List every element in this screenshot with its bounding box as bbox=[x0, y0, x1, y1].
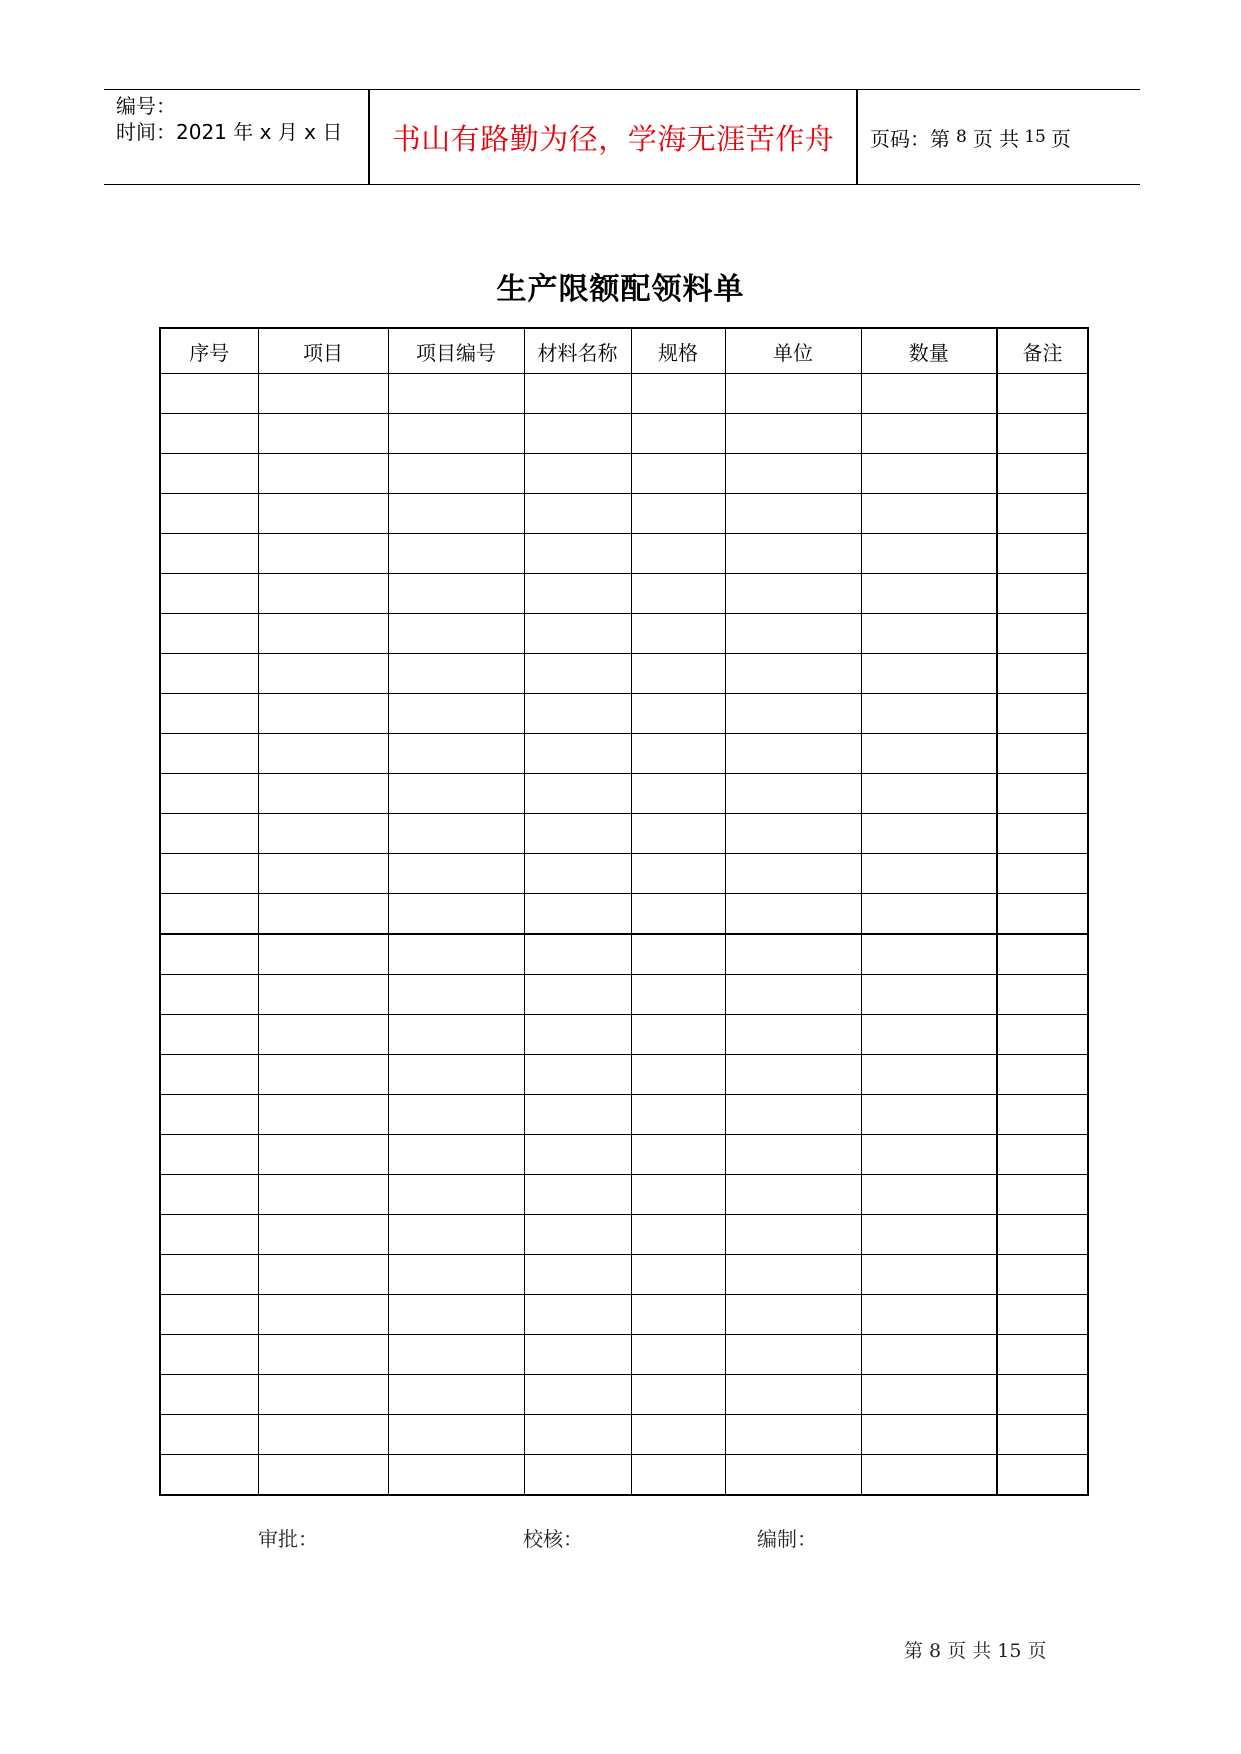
table-cell[interactable] bbox=[160, 374, 258, 414]
column-header: 规格 bbox=[631, 328, 725, 374]
table-row bbox=[160, 414, 1088, 454]
table-row bbox=[160, 814, 1088, 854]
table-cell[interactable] bbox=[258, 814, 388, 854]
table-cell[interactable] bbox=[258, 1095, 388, 1135]
column-header: 单位 bbox=[725, 328, 861, 374]
table-cell[interactable] bbox=[997, 1455, 1088, 1496]
table-cell[interactable] bbox=[631, 1055, 725, 1095]
header-divider bbox=[856, 90, 858, 184]
table-cell[interactable] bbox=[997, 1135, 1088, 1175]
table-cell[interactable] bbox=[631, 1215, 725, 1255]
table-cell[interactable] bbox=[524, 1215, 631, 1255]
table-cell[interactable] bbox=[258, 494, 388, 534]
table-cell[interactable] bbox=[160, 534, 258, 574]
table-cell[interactable] bbox=[258, 975, 388, 1015]
table-cell[interactable] bbox=[258, 614, 388, 654]
table-cell[interactable] bbox=[997, 654, 1088, 694]
table-cell[interactable] bbox=[861, 1295, 997, 1335]
table-cell[interactable] bbox=[524, 574, 631, 614]
table-cell[interactable] bbox=[725, 1455, 861, 1496]
table-cell[interactable] bbox=[997, 734, 1088, 774]
table-cell[interactable] bbox=[997, 454, 1088, 494]
table-cell[interactable] bbox=[160, 894, 258, 935]
table-cell[interactable] bbox=[524, 774, 631, 814]
table-cell[interactable] bbox=[631, 534, 725, 574]
column-header: 项目 bbox=[258, 328, 388, 374]
table-cell[interactable] bbox=[725, 734, 861, 774]
table-cell[interactable] bbox=[997, 1375, 1088, 1415]
table-cell[interactable] bbox=[631, 1175, 725, 1215]
page-total: 15 bbox=[1024, 127, 1046, 147]
table-cell[interactable] bbox=[997, 1295, 1088, 1335]
table-cell[interactable] bbox=[388, 694, 524, 734]
table-cell[interactable] bbox=[524, 975, 631, 1015]
table-cell[interactable] bbox=[524, 414, 631, 454]
table-cell[interactable] bbox=[388, 1255, 524, 1295]
table-row bbox=[160, 534, 1088, 574]
table-cell[interactable] bbox=[524, 1335, 631, 1375]
table-cell[interactable] bbox=[861, 1375, 997, 1415]
table-cell[interactable] bbox=[631, 1255, 725, 1295]
header-motto: 书山有路勤为径，学海无涯苦作舟 bbox=[391, 121, 835, 156]
table-cell[interactable] bbox=[524, 1055, 631, 1095]
table-cell[interactable] bbox=[631, 454, 725, 494]
table-cell[interactable] bbox=[524, 1095, 631, 1135]
table-cell[interactable] bbox=[524, 1015, 631, 1055]
table-cell[interactable] bbox=[861, 374, 997, 414]
table-cell[interactable] bbox=[160, 1415, 258, 1455]
table-cell[interactable] bbox=[997, 1095, 1088, 1135]
table-cell[interactable] bbox=[861, 934, 997, 975]
table-cell[interactable] bbox=[997, 494, 1088, 534]
table-cell[interactable] bbox=[388, 1455, 524, 1496]
table-cell[interactable] bbox=[997, 1335, 1088, 1375]
table-cell[interactable] bbox=[524, 1295, 631, 1335]
page-header bbox=[104, 89, 1140, 185]
table-row bbox=[160, 454, 1088, 494]
table-cell[interactable] bbox=[160, 1375, 258, 1415]
table-cell[interactable] bbox=[524, 1375, 631, 1415]
table-cell[interactable] bbox=[725, 1335, 861, 1375]
table-cell[interactable] bbox=[997, 1215, 1088, 1255]
table-cell[interactable] bbox=[725, 1095, 861, 1135]
table-cell[interactable] bbox=[160, 1295, 258, 1335]
table-cell[interactable] bbox=[861, 574, 997, 614]
table-cell[interactable] bbox=[160, 814, 258, 854]
table-cell[interactable] bbox=[861, 1015, 997, 1055]
table-cell[interactable] bbox=[997, 774, 1088, 814]
table-cell[interactable] bbox=[160, 614, 258, 654]
table-cell[interactable] bbox=[725, 1415, 861, 1455]
table-cell[interactable] bbox=[388, 1375, 524, 1415]
table-cell[interactable] bbox=[861, 814, 997, 854]
table-cell[interactable] bbox=[524, 1455, 631, 1496]
table-cell[interactable] bbox=[258, 734, 388, 774]
table-cell[interactable] bbox=[258, 1295, 388, 1335]
table-cell[interactable] bbox=[388, 374, 524, 414]
table-cell[interactable] bbox=[258, 654, 388, 694]
table-cell[interactable] bbox=[258, 454, 388, 494]
table-cell[interactable] bbox=[524, 734, 631, 774]
table-cell[interactable] bbox=[258, 1255, 388, 1295]
column-header: 序号 bbox=[160, 328, 258, 374]
table-cell[interactable] bbox=[524, 694, 631, 734]
table-row bbox=[160, 1255, 1088, 1295]
table-cell[interactable] bbox=[725, 774, 861, 814]
table-cell[interactable] bbox=[160, 934, 258, 975]
number-label: 编号： bbox=[116, 94, 176, 118]
table-cell[interactable] bbox=[524, 894, 631, 935]
table-cell[interactable] bbox=[861, 494, 997, 534]
requisition-table bbox=[159, 327, 1089, 1496]
table-cell[interactable] bbox=[631, 1375, 725, 1415]
table-cell[interactable] bbox=[861, 1055, 997, 1095]
table-body bbox=[160, 374, 1088, 1496]
table-cell[interactable] bbox=[524, 534, 631, 574]
table-cell[interactable] bbox=[861, 1135, 997, 1175]
header-page-indicator bbox=[870, 90, 1071, 184]
table-cell[interactable] bbox=[997, 1415, 1088, 1455]
table-cell[interactable] bbox=[631, 1335, 725, 1375]
check-label: 校核： bbox=[523, 1527, 583, 1551]
table-row bbox=[160, 854, 1088, 894]
table-cell[interactable] bbox=[160, 1335, 258, 1375]
header-meta bbox=[104, 90, 368, 184]
page-middle: 页 共 bbox=[972, 126, 1020, 151]
table-row bbox=[160, 1095, 1088, 1135]
table-cell[interactable] bbox=[725, 1375, 861, 1415]
table-cell[interactable] bbox=[524, 854, 631, 894]
table-cell[interactable] bbox=[160, 734, 258, 774]
page-footer: 第 8 页 共 15 页 bbox=[904, 1640, 1047, 1662]
table-cell[interactable] bbox=[725, 1175, 861, 1215]
table-row bbox=[160, 1135, 1088, 1175]
table-row bbox=[160, 374, 1088, 414]
table-cell[interactable] bbox=[160, 1215, 258, 1255]
table-cell[interactable] bbox=[861, 854, 997, 894]
table-cell[interactable] bbox=[388, 894, 524, 935]
table-cell[interactable] bbox=[997, 694, 1088, 734]
table-cell[interactable] bbox=[258, 894, 388, 935]
table-cell[interactable] bbox=[997, 894, 1088, 935]
table-cell[interactable] bbox=[631, 614, 725, 654]
table-cell[interactable] bbox=[160, 694, 258, 734]
table-cell[interactable] bbox=[997, 934, 1088, 975]
table-cell[interactable] bbox=[524, 1255, 631, 1295]
table-row bbox=[160, 494, 1088, 534]
table-cell[interactable] bbox=[258, 854, 388, 894]
table-cell[interactable] bbox=[524, 494, 631, 534]
table-cell[interactable] bbox=[997, 534, 1088, 574]
column-header: 备注 bbox=[997, 328, 1088, 374]
table-cell[interactable] bbox=[631, 414, 725, 454]
table-row bbox=[160, 1375, 1088, 1415]
table-cell[interactable] bbox=[388, 934, 524, 975]
table-cell[interactable] bbox=[388, 1135, 524, 1175]
table-cell[interactable] bbox=[160, 1255, 258, 1295]
table-cell[interactable] bbox=[388, 734, 524, 774]
table-cell[interactable] bbox=[388, 1415, 524, 1455]
table-cell[interactable] bbox=[861, 734, 997, 774]
table-cell[interactable] bbox=[258, 1015, 388, 1055]
column-header: 项目编号 bbox=[388, 328, 524, 374]
table-cell[interactable] bbox=[861, 654, 997, 694]
table-cell[interactable] bbox=[861, 774, 997, 814]
table-row bbox=[160, 1055, 1088, 1095]
table-cell[interactable] bbox=[861, 1095, 997, 1135]
table-row bbox=[160, 654, 1088, 694]
table-cell[interactable] bbox=[524, 814, 631, 854]
table-cell[interactable] bbox=[861, 454, 997, 494]
table-cell[interactable] bbox=[631, 774, 725, 814]
table-cell[interactable] bbox=[725, 1295, 861, 1335]
table-cell[interactable] bbox=[631, 694, 725, 734]
table-cell[interactable] bbox=[258, 1335, 388, 1375]
table-cell[interactable] bbox=[725, 574, 861, 614]
table-row bbox=[160, 975, 1088, 1015]
table-cell[interactable] bbox=[631, 654, 725, 694]
table-row bbox=[160, 734, 1088, 774]
table-cell[interactable] bbox=[258, 694, 388, 734]
table-cell[interactable] bbox=[524, 454, 631, 494]
table-cell[interactable] bbox=[861, 1175, 997, 1215]
table-header-row bbox=[160, 328, 1088, 374]
table-cell[interactable] bbox=[388, 414, 524, 454]
table-cell[interactable] bbox=[160, 1015, 258, 1055]
table-cell[interactable] bbox=[388, 574, 524, 614]
page-suffix: 页 bbox=[1050, 126, 1071, 151]
table-cell[interactable] bbox=[725, 854, 861, 894]
table-cell[interactable] bbox=[725, 534, 861, 574]
table-cell[interactable] bbox=[861, 1255, 997, 1295]
table-cell[interactable] bbox=[631, 934, 725, 975]
table-cell[interactable] bbox=[861, 614, 997, 654]
table-cell[interactable] bbox=[524, 614, 631, 654]
table-cell[interactable] bbox=[388, 1335, 524, 1375]
table-cell[interactable] bbox=[997, 975, 1088, 1015]
requisition-table-wrapper bbox=[159, 327, 1089, 1496]
table-cell[interactable] bbox=[524, 934, 631, 975]
table-row bbox=[160, 934, 1088, 975]
table-cell[interactable] bbox=[725, 1255, 861, 1295]
table-cell[interactable] bbox=[388, 534, 524, 574]
column-header: 材料名称 bbox=[524, 328, 631, 374]
table-cell[interactable] bbox=[388, 1055, 524, 1095]
table-row bbox=[160, 1215, 1088, 1255]
table-cell[interactable] bbox=[160, 454, 258, 494]
table-cell[interactable] bbox=[524, 1135, 631, 1175]
column-header: 数量 bbox=[861, 328, 997, 374]
table-cell[interactable] bbox=[160, 975, 258, 1015]
table-row bbox=[160, 694, 1088, 734]
table-cell[interactable] bbox=[631, 854, 725, 894]
table-cell[interactable] bbox=[160, 1135, 258, 1175]
table-cell[interactable] bbox=[725, 894, 861, 935]
table-row bbox=[160, 574, 1088, 614]
prepare-label: 编制： bbox=[757, 1527, 817, 1551]
table-cell[interactable] bbox=[631, 494, 725, 534]
table-cell[interactable] bbox=[725, 654, 861, 694]
table-cell[interactable] bbox=[997, 854, 1088, 894]
table-cell[interactable] bbox=[861, 534, 997, 574]
table-row bbox=[160, 1175, 1088, 1215]
table-cell[interactable] bbox=[631, 574, 725, 614]
table-cell[interactable] bbox=[258, 1055, 388, 1095]
table-cell[interactable] bbox=[160, 414, 258, 454]
table-cell[interactable] bbox=[160, 1455, 258, 1496]
table-cell[interactable] bbox=[160, 774, 258, 814]
table-cell[interactable] bbox=[997, 1055, 1088, 1095]
table-cell[interactable] bbox=[631, 894, 725, 935]
table-cell[interactable] bbox=[258, 934, 388, 975]
table-cell[interactable] bbox=[861, 1415, 997, 1455]
table-cell[interactable] bbox=[160, 1095, 258, 1135]
table-cell[interactable] bbox=[631, 1415, 725, 1455]
table-cell[interactable] bbox=[861, 1455, 997, 1496]
table-cell[interactable] bbox=[861, 975, 997, 1015]
table-cell[interactable] bbox=[160, 494, 258, 534]
table-cell[interactable] bbox=[388, 1215, 524, 1255]
table-cell[interactable] bbox=[388, 1015, 524, 1055]
page-prefix: 页码：第 bbox=[870, 126, 950, 151]
table-cell[interactable] bbox=[725, 614, 861, 654]
table-cell[interactable] bbox=[258, 534, 388, 574]
table-cell[interactable] bbox=[388, 814, 524, 854]
table-cell[interactable] bbox=[160, 1175, 258, 1215]
table-cell[interactable] bbox=[388, 494, 524, 534]
table-cell[interactable] bbox=[160, 574, 258, 614]
table-cell[interactable] bbox=[997, 1175, 1088, 1215]
table-cell[interactable] bbox=[258, 1135, 388, 1175]
table-cell[interactable] bbox=[388, 1295, 524, 1335]
table-row bbox=[160, 774, 1088, 814]
table-cell[interactable] bbox=[388, 854, 524, 894]
table-cell[interactable] bbox=[631, 1455, 725, 1496]
table-cell[interactable] bbox=[258, 1375, 388, 1415]
table-cell[interactable] bbox=[388, 975, 524, 1015]
table-cell[interactable] bbox=[160, 1055, 258, 1095]
table-cell[interactable] bbox=[631, 734, 725, 774]
table-row bbox=[160, 1335, 1088, 1375]
table-cell[interactable] bbox=[258, 1455, 388, 1496]
table-cell[interactable] bbox=[258, 1175, 388, 1215]
table-cell[interactable] bbox=[725, 1055, 861, 1095]
table-cell[interactable] bbox=[861, 894, 997, 935]
table-cell[interactable] bbox=[631, 814, 725, 854]
table-cell[interactable] bbox=[725, 414, 861, 454]
table-cell[interactable] bbox=[258, 414, 388, 454]
table-cell[interactable] bbox=[258, 1415, 388, 1455]
table-cell[interactable] bbox=[725, 975, 861, 1015]
table-cell[interactable] bbox=[258, 374, 388, 414]
table-cell[interactable] bbox=[997, 414, 1088, 454]
table-cell[interactable] bbox=[388, 1095, 524, 1135]
table-cell[interactable] bbox=[258, 1215, 388, 1255]
table-cell[interactable] bbox=[997, 614, 1088, 654]
table-cell[interactable] bbox=[388, 774, 524, 814]
table-cell[interactable] bbox=[997, 574, 1088, 614]
table-cell[interactable] bbox=[631, 975, 725, 1015]
table-cell[interactable] bbox=[725, 694, 861, 734]
table-cell[interactable] bbox=[861, 1335, 997, 1375]
table-cell[interactable] bbox=[725, 1215, 861, 1255]
table-cell[interactable] bbox=[861, 694, 997, 734]
table-cell[interactable] bbox=[631, 1095, 725, 1135]
table-cell[interactable] bbox=[388, 654, 524, 694]
table-cell[interactable] bbox=[997, 374, 1088, 414]
approve-label: 审批： bbox=[258, 1527, 318, 1551]
table-cell[interactable] bbox=[725, 934, 861, 975]
table-row bbox=[160, 614, 1088, 654]
table-cell[interactable] bbox=[631, 1295, 725, 1335]
table-cell[interactable] bbox=[631, 374, 725, 414]
table-cell[interactable] bbox=[631, 1135, 725, 1175]
table-cell[interactable] bbox=[997, 814, 1088, 854]
table-row bbox=[160, 1015, 1088, 1055]
table-cell[interactable] bbox=[258, 574, 388, 614]
table-cell[interactable] bbox=[725, 1015, 861, 1055]
time-label: 时间：2021 年 x 月 x 日 bbox=[116, 120, 343, 144]
table-row bbox=[160, 1295, 1088, 1335]
table-cell[interactable] bbox=[861, 414, 997, 454]
table-cell[interactable] bbox=[997, 1015, 1088, 1055]
table-cell[interactable] bbox=[725, 454, 861, 494]
table-cell[interactable] bbox=[160, 854, 258, 894]
table-cell[interactable] bbox=[861, 1215, 997, 1255]
table-cell[interactable] bbox=[997, 1255, 1088, 1295]
page-current: 8 bbox=[956, 127, 967, 147]
document-title: 生产限额配领料单 bbox=[496, 272, 745, 307]
table-cell[interactable] bbox=[725, 494, 861, 534]
table-row bbox=[160, 1455, 1088, 1496]
table-cell[interactable] bbox=[258, 774, 388, 814]
table-cell[interactable] bbox=[725, 374, 861, 414]
table-cell[interactable] bbox=[631, 1015, 725, 1055]
table-cell[interactable] bbox=[388, 454, 524, 494]
table-cell[interactable] bbox=[388, 1175, 524, 1215]
table-cell[interactable] bbox=[524, 374, 631, 414]
table-cell[interactable] bbox=[524, 654, 631, 694]
table-cell[interactable] bbox=[725, 814, 861, 854]
table-cell[interactable] bbox=[725, 1135, 861, 1175]
table-row bbox=[160, 1415, 1088, 1455]
table-cell[interactable] bbox=[160, 654, 258, 694]
table-row bbox=[160, 894, 1088, 935]
table-cell[interactable] bbox=[524, 1415, 631, 1455]
table-cell[interactable] bbox=[388, 614, 524, 654]
table-cell[interactable] bbox=[524, 1175, 631, 1215]
